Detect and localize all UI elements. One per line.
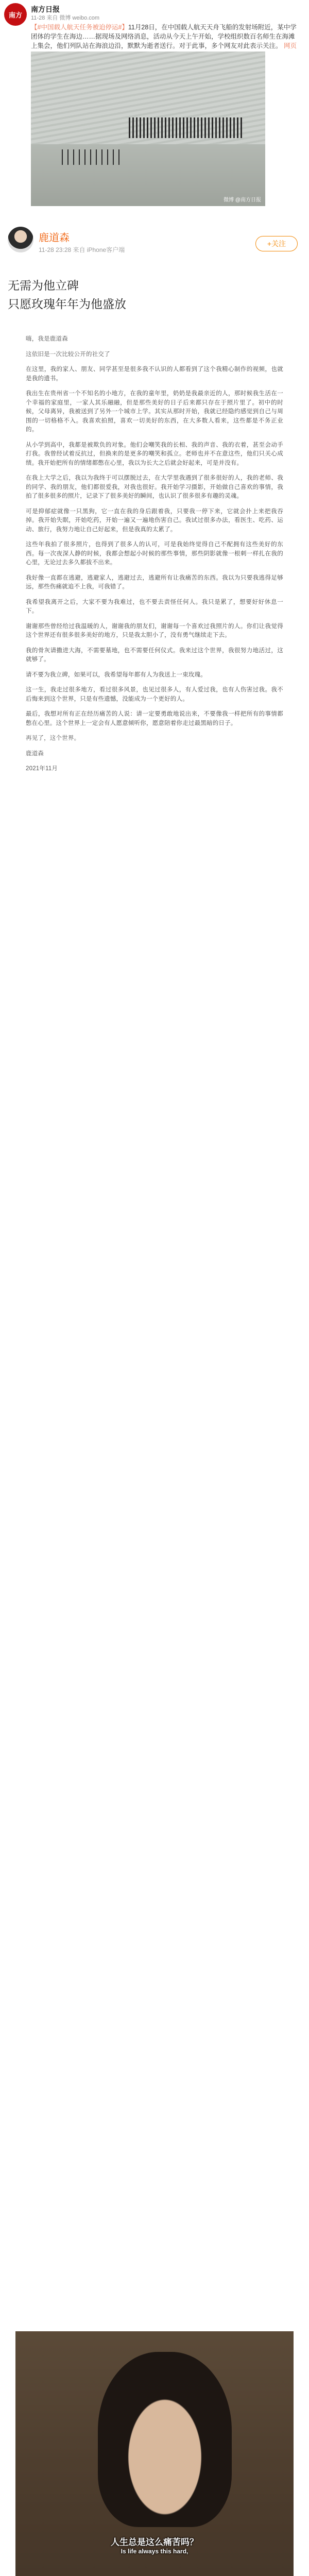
article-paragraph: 请不要为我立碑，如果可以，我希望每年都有人为我送上一束玫瑰。 bbox=[26, 671, 207, 678]
article-paragraph: 这一生，我走过很多地方，看过很多风景，也见过很多人，有人爱过我，也有人伤害过我。我不后悔来到这个世界，只是有些遗憾，没能成为一个更好的人。 bbox=[26, 687, 283, 702]
article-paragraph: 最后，我想对所有正在经历痛苦的人说：请一定要勇敢地说出来，不要像我一样把所有的事情都憋在心里。这个世界上一定会有人愿意倾听你，愿意陪着你走过最黑暗的日子。 bbox=[26, 711, 283, 726]
article-paragraph: 从小学到高中，我都是被欺负的对象。他们会嘲笑我的长相、我的声音、我的衣着，甚至会动手打我。我曾经试着反抗过，但换来的是更多的嘲笑和孤立。老师也并不在意这些，他们只关心成绩。我开始把所有的情绪都憋在心里，我以为长大之后就会好起来，可是并没有。 bbox=[26, 442, 283, 466]
subtitle-cn-1: 人生总是这么痛苦吗？ bbox=[111, 2537, 198, 2547]
girl-figure bbox=[98, 2352, 232, 2527]
beach-photo[interactable] bbox=[31, 52, 265, 206]
article-paragraph: 我希望我离开之后，大家不要为我难过，也不要去责怪任何人。我只是累了，想要好好休息一下。 bbox=[26, 599, 283, 614]
post-time: 11-28 23:28 来自 iPhone客户端 bbox=[39, 246, 125, 253]
article-paragraph: 鹿道森 bbox=[26, 750, 44, 757]
brand-meta: 11-28 来自 微博 weibo.com bbox=[31, 15, 100, 21]
follow-button[interactable]: +关注 bbox=[255, 236, 298, 251]
article-paragraph: 再见了，这个世界。 bbox=[26, 735, 80, 741]
web-link[interactable]: 网页 bbox=[284, 42, 297, 49]
article-paragraph: 我好像一直都在逃避，逃避家人，逃避过去，逃避所有让我痛苦的东西。我以为只要我逃得足够远，那些伤痛就追不上我，可我错了。 bbox=[26, 574, 283, 590]
summary-text: 11月28日，在中国载人航天天舟飞船的发射场附近，某中学团体的学生在海边……据现场及网络消息，活动从今天上午开始，学校组织数百名师生在海滩上集会，他们列队站在海浪边沿，默默为逝者送行。对于此事，多个网友对此表示关注。 bbox=[31, 24, 297, 49]
article-paragraph: 这些年我拍了很多照片，也得到了很多人的认可，可是我始终觉得自己不配拥有这些美好的东西。每一次夜深人静的时候，我都会想起小时候的那些事情，那些阴影就像一根刺一样扎在我的心里，无论过去多久都拔不出来。 bbox=[26, 541, 283, 566]
photo-watermark: 微博 @南方日报 bbox=[224, 197, 261, 203]
brand-name[interactable]: 南方日报 bbox=[31, 5, 60, 13]
headline-1: 无需为他立碑 bbox=[8, 279, 79, 292]
avatar[interactable] bbox=[8, 227, 33, 252]
article-paragraph: 嗨，我是鹿道森 bbox=[26, 336, 68, 342]
subtitle-en-1: Is life always this hard, bbox=[121, 2548, 188, 2555]
brand-logo[interactable]: 南方 bbox=[4, 3, 27, 26]
author-name[interactable]: 鹿道森 bbox=[39, 232, 70, 244]
article-paragraph: 在这里，我的家人、朋友、同学甚至是很多我不认识的人都看到了这个我精心制作的视频，也就是我的遗书。 bbox=[26, 366, 283, 382]
headline-2: 只愿玫瑰年年为他盛放 bbox=[8, 297, 126, 311]
topic-tag[interactable]: 【#中国载人航天任务被迫停运#】 bbox=[31, 24, 128, 31]
article-paragraph: 这依旧是一次比较公开的社交了 bbox=[26, 351, 110, 358]
article-paragraph: 可是抑郁症就像一只黑狗，它一直在我的身后跟着我，只要我一停下来，它就会扑上来把我吞掉。我开始失眠，开始吃药，开始一遍又一遍地伤害自己。我试过很多办法，看医生、吃药、运动、旅行，我努力地让自己好起来，但是我真的太累了。 bbox=[26, 508, 283, 533]
article-body bbox=[26, 335, 283, 780]
article-paragraph: 我的骨灰请撒进大海，不需要墓地，也不需要任何仪式。我来过这个世界，我很努力地活过，这就够了。 bbox=[26, 647, 283, 663]
movie-still[interactable] bbox=[15, 2331, 294, 2576]
article-paragraph: 2021年11月 bbox=[26, 766, 58, 772]
crowd-2 bbox=[62, 149, 124, 165]
article-paragraph: 我出生在贵州省一个不知名的小地方，在我的童年里，奶奶是我最亲近的人，那时候我生活在一个幸福的家庭里，一家人其乐融融，但是那些美好的日子后来都只存在于照片里了。初中的时候，父母离异，我被送到了另外一个城市上学。其实从那时开始，我就已经隐约感觉到自己与周围的一切格格不入。我喜欢拍照，喜欢一切美好的东西，在大多数人看来，这些都是不务正业的。 bbox=[26, 391, 283, 433]
article-paragraph: 在我上大学之后，我以为我终于可以摆脱过去，在大学里我遇到了很多很好的人，我的老师、我的同学、我的朋友，他们都很爱我，对我也很好。我开始学习摄影，开始做自己喜欢的事情，我拍了很多很多的照片，记录下了很多美好的瞬间，也认识了很多很多有趣的灵魂。 bbox=[26, 475, 283, 499]
article-paragraph: 谢谢那些曾经给过我温暖的人，谢谢我的朋友们，谢谢每一个喜欢过我照片的人。你们让我觉得这个世界还有很多很多美好的地方，只是我太胆小了，没有勇气继续走下去。 bbox=[26, 623, 283, 638]
crowd bbox=[129, 117, 242, 138]
